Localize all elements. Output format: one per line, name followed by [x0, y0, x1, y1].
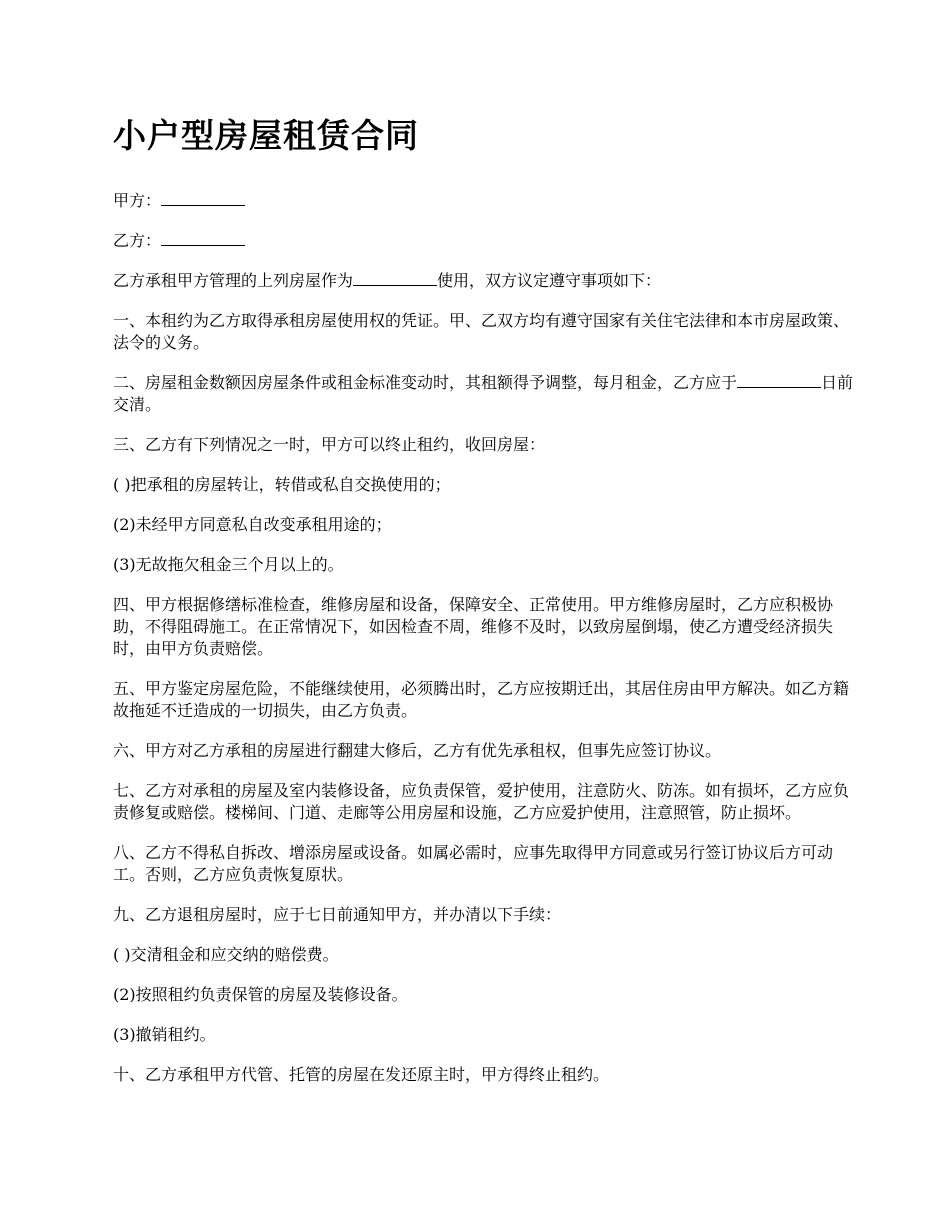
intro-paragraph	[113, 270, 855, 292]
clause-1: 一、本租约为乙方取得承租房屋使用权的凭证。甲、乙双方均有遵守国家有关住宅法律和本市房屋政策、法令的义务。	[113, 311, 850, 352]
party-b-label: 乙方：	[113, 231, 162, 250]
clause-8: 八、乙方不得私自拆改、增添房屋或设备。如属必需时，应事先取得甲方同意或另行签订协议后方可动工。否则，乙方应负责恢复原状。	[113, 843, 834, 884]
clause-2-suffix: 日前交清。	[113, 373, 854, 414]
intro-prefix: 乙方承租甲方管理的上列房屋作为	[113, 271, 354, 290]
clause-10: 十、乙方承租甲方代管、托管的房屋在发还原主时，甲方得终止租约。	[113, 1065, 610, 1084]
clause-3: 三、乙方有下列情况之一时，甲方可以终止租约，收回房屋：	[113, 435, 546, 454]
usage-blank	[353, 270, 437, 286]
document-page	[113, 112, 855, 1104]
rent-date-blank	[737, 372, 821, 388]
intro-suffix: 使用，双方议定遵守事项如下：	[437, 271, 662, 290]
clause-5: 五、甲方鉴定房屋危险，不能继续使用，必须腾出时，乙方应按期迁出，其居住房由甲方解决。如乙方籍故拖延不迁造成的一切损失，由乙方负责。	[113, 679, 850, 720]
document-title: 小户型房屋租赁合同	[113, 116, 419, 155]
clause-2-prefix: 二、房屋租金数额因房屋条件或租金标准变动时，其租额得予调整，每月租金，乙方应于	[113, 373, 738, 392]
clause-4: 四、甲方根据修缮标准检查，维修房屋和设备，保障安全、正常使用。甲方维修房屋时，乙方应积极协助，不得阻碍施工。在正常情况下，如因检查不周，维修不及时，以致房屋倒塌，使乙方遭受经济损失时，由甲方负责赔偿。	[113, 595, 834, 658]
clause-3-item-2: (2)未经甲方同意私自改变承租用途的；	[113, 515, 392, 534]
party-a-line	[113, 190, 855, 212]
clause-9-item-1: ( )交清租金和应交纳的赔偿费。	[113, 945, 339, 964]
party-b-blank	[161, 230, 245, 246]
party-b-line	[113, 230, 855, 252]
clause-9-item-3: (3)撤销租约。	[113, 1025, 216, 1044]
clause-3-item-3: (3)无故拖欠租金三个月以上的。	[113, 555, 344, 574]
clause-2	[113, 372, 855, 416]
clause-6: 六、甲方对乙方承租的房屋进行翻建大修后，乙方有优先承租权，但事先应签订协议。	[113, 741, 722, 760]
clause-7: 七、乙方对承租的房屋及室内装修设备，应负责保管，爱护使用，注意防火、防冻。如有损坏，乙方应负责修复或赔偿。楼梯间、门道、走廊等公用房屋和设施，乙方应爱护使用，注意照管，防止损坏。	[113, 781, 850, 822]
clause-3-item-1: ( )把承租的房屋转让，转借或私自交换使用的；	[113, 475, 451, 494]
party-a-label: 甲方：	[113, 191, 162, 210]
party-a-blank	[161, 190, 245, 206]
clause-9-item-2: (2)按照租约负责保管的房屋及装修设备。	[113, 985, 408, 1004]
clause-9: 九、乙方退租房屋时，应于七日前通知甲方，并办清以下手续：	[113, 905, 562, 924]
